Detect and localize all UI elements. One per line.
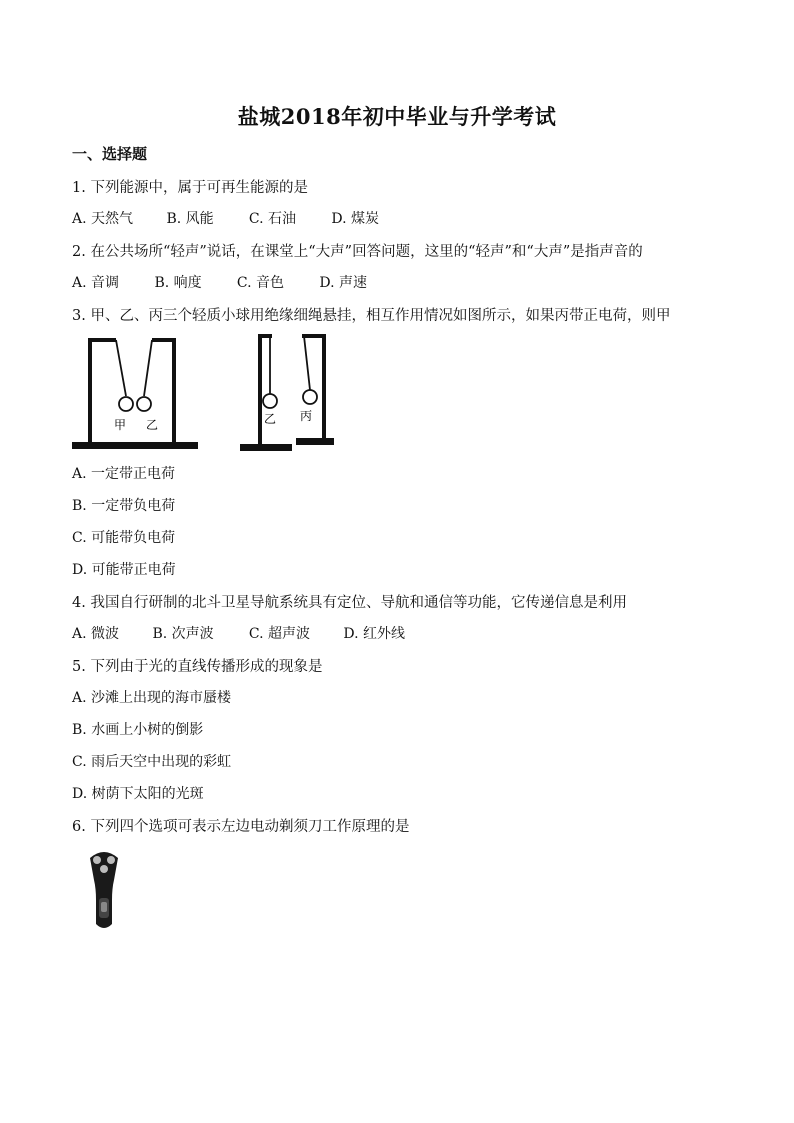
label-yi-2: 乙 bbox=[264, 412, 277, 426]
q3-option-d[interactable]: D. 可能带正电荷 bbox=[72, 562, 176, 578]
question-2-options bbox=[72, 272, 367, 292]
question-3-stem: 3. 甲、乙、丙三个轻质小球用绝缘细绳悬挂，相互作用情况如图所示，如果丙带正电荷，则甲 bbox=[72, 308, 671, 324]
right-base-left bbox=[240, 444, 292, 451]
ball-yi-2 bbox=[263, 394, 277, 408]
q2-option-a[interactable]: A. 音调 bbox=[72, 275, 120, 291]
label-yi-1: 乙 bbox=[146, 418, 159, 432]
q4-option-d[interactable]: D. 红外线 bbox=[343, 626, 405, 642]
q5-option-c[interactable]: C. 雨后天空中出现的彩虹 bbox=[72, 754, 232, 770]
question-5-stem: 5. 下列由于光的直线传播形成的现象是 bbox=[72, 659, 323, 675]
question-4-stem: 4. 我国自行研制的北斗卫星导航系统具有定位、导航和通信等功能，它传递信息是利用 bbox=[72, 595, 627, 611]
q3-option-b[interactable]: B. 一定带负电荷 bbox=[72, 498, 176, 514]
q1-option-b[interactable]: B. 风能 bbox=[166, 211, 214, 227]
q4-option-b[interactable]: B. 次声波 bbox=[152, 626, 214, 642]
q1-option-d[interactable]: D. 煤炭 bbox=[331, 211, 379, 227]
page-title: 盐城2018年初中毕业与升学考试 bbox=[237, 104, 557, 129]
string-jia bbox=[116, 340, 126, 396]
string-bing bbox=[304, 336, 310, 390]
q4-option-a[interactable]: A. 微波 bbox=[72, 626, 120, 642]
question-1-options bbox=[72, 208, 379, 228]
q4-option-c[interactable]: C. 超声波 bbox=[248, 626, 311, 642]
section-heading: 一、选择题 bbox=[72, 145, 148, 163]
charged-balls-figure bbox=[70, 334, 340, 454]
ball-jia bbox=[119, 397, 133, 411]
right-base-right bbox=[296, 438, 334, 445]
electric-shaver-icon bbox=[84, 848, 124, 932]
ball-yi-1 bbox=[137, 397, 151, 411]
q5-option-a[interactable]: A. 沙滩上出现的海市蜃楼 bbox=[72, 690, 232, 706]
q3-option-a[interactable]: A. 一定带正电荷 bbox=[72, 466, 176, 482]
left-stand bbox=[90, 340, 174, 442]
q5-option-b[interactable]: B. 水画上小树的倒影 bbox=[72, 722, 204, 738]
q2-option-b[interactable]: B. 响度 bbox=[154, 275, 202, 291]
question-6-stem: 6. 下列四个选项可表示左边电动剃须刀工作原理的是 bbox=[72, 819, 410, 835]
ball-bing bbox=[303, 390, 317, 404]
question-2-stem: 2. 在公共场所“轻声”说话，在课堂上“大声”回答问题，这里的“轻声”和“大声”是指声音的 bbox=[72, 244, 643, 260]
q5-option-d[interactable]: D. 树荫下太阳的光斑 bbox=[72, 786, 204, 802]
q3-option-c[interactable]: C. 可能带负电荷 bbox=[72, 530, 176, 546]
question-1-stem: 1. 下列能源中，属于可再生能源的是 bbox=[72, 180, 308, 196]
label-jia: 甲 bbox=[114, 418, 127, 432]
q2-option-c[interactable]: C. 音色 bbox=[236, 275, 285, 291]
q1-option-a[interactable]: A. 天然气 bbox=[72, 211, 134, 227]
label-bing: 丙 bbox=[300, 409, 313, 423]
q1-option-c[interactable]: C. 石油 bbox=[248, 211, 297, 227]
q2-option-d[interactable]: D. 声速 bbox=[319, 275, 367, 291]
question-4-options bbox=[72, 623, 405, 643]
left-base bbox=[72, 442, 198, 449]
string-yi-1 bbox=[144, 340, 152, 396]
